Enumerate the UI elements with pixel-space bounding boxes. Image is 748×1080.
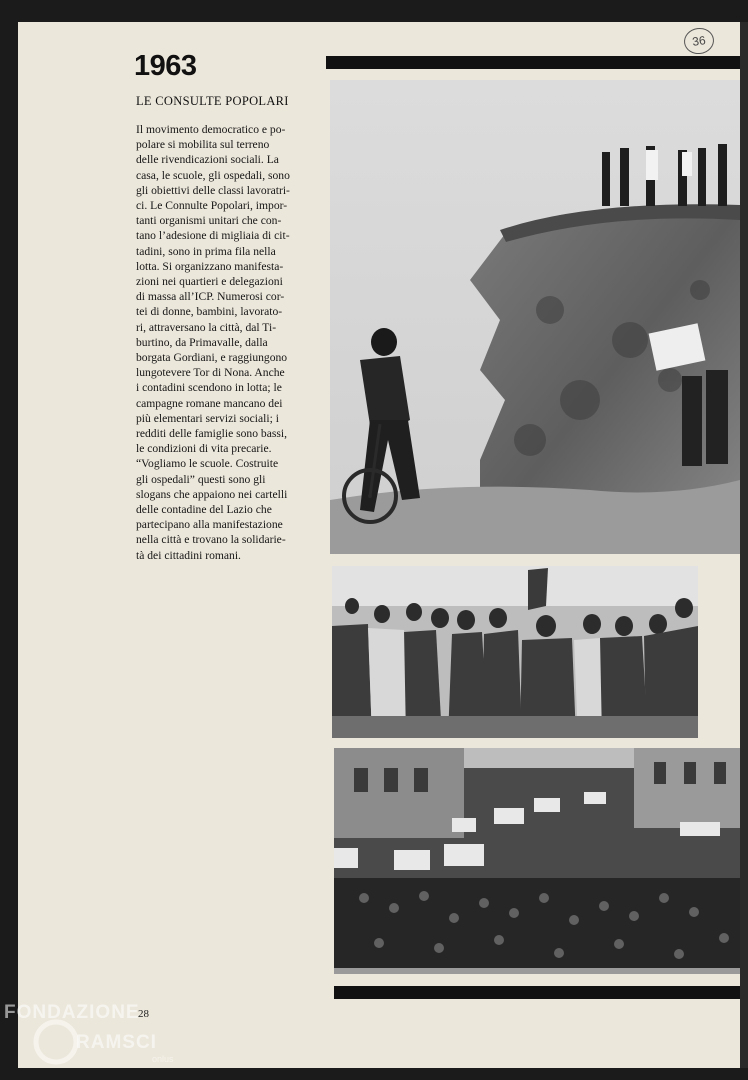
article-line: partecipano alla manifestazione [136,518,283,532]
article-line: polare si mobilita sul terreno [136,138,270,152]
article-line: gli obiettivi delle classi lavoratri- [136,183,290,197]
article-line: “Vogliamo le scuole. Costruite [136,457,279,471]
article-line: nella città e trovano la solidarie- [136,533,286,547]
article-line: tei di donne, bambini, lavorato- [136,305,283,319]
bottom-rule [334,986,740,999]
fondazione-gramsci-watermark [4,996,184,1076]
year-heading: 1963 [134,50,197,82]
page-number: 28 [138,1008,149,1020]
article-line: tadini, sono in prima fila nella [136,244,276,258]
svg-text:onlus: onlus [152,1054,174,1064]
article-line: lotta. Si organizzano manifesta- [136,259,284,273]
svg-text:FONDAZIONE: FONDAZIONE [4,1002,140,1023]
handwritten-page-mark: 36 [682,26,715,56]
article-body [136,122,312,563]
section-title: LE CONSULTE POPOLARI [136,94,289,108]
article-line: lungotevere Tor di Nona. Anche [136,366,285,380]
article-line: burtino, da Primavalle, dalla [136,335,268,349]
photo-street-demonstration [334,748,740,974]
article-line: più elementari servizi sociali; i [136,411,279,425]
article-line: slogans che appaiono nei cartelli [136,487,288,501]
article-line: casa, le scuole, gli ospedali, sono [136,168,290,182]
photo-hill-protest-image [330,80,740,554]
article-line: di massa all’ICP. Numerosi cor- [136,290,285,304]
article-line: Il movimento democratico e po- [136,123,286,136]
article-line: i contadini scendono in lotta; le [136,381,282,395]
article-line: tanti organismi unitari che con- [136,214,282,228]
article-line: le condizioni di vita precarie. [136,442,272,456]
article-line: tà dei cittadini romani. [136,548,241,562]
article-line: delle contadine del Lazio che [136,503,272,517]
article-line: ci. Le Connulte Popolari, impor- [136,199,288,213]
svg-text:RAMSCI: RAMSCI [76,1032,157,1053]
adjacent-page-edge [740,22,748,1068]
article-line: tano l’adesione di migliaia di cit- [136,229,290,243]
top-rule [326,56,740,69]
article-line: redditi delle famiglie sono bassi, [136,427,288,441]
photo-crowd-portrait-image [332,566,698,738]
photo-hill-protest [330,80,740,554]
article-line: ri, attraversano la città, dal Ti- [136,320,277,334]
article-line: borgata Gordiani, e raggiungono [136,351,288,365]
article-line: zioni nei quartieri e delegazioni [136,275,283,289]
article-line: delle rivendicazioni sociali. La [136,153,279,167]
article-line: gli ospedali” questi sono gli [136,472,266,486]
article-line: campagne romane mancano dei [136,396,283,410]
photo-crowd-portrait [332,566,698,738]
photo-street-demonstration-image [334,748,740,974]
